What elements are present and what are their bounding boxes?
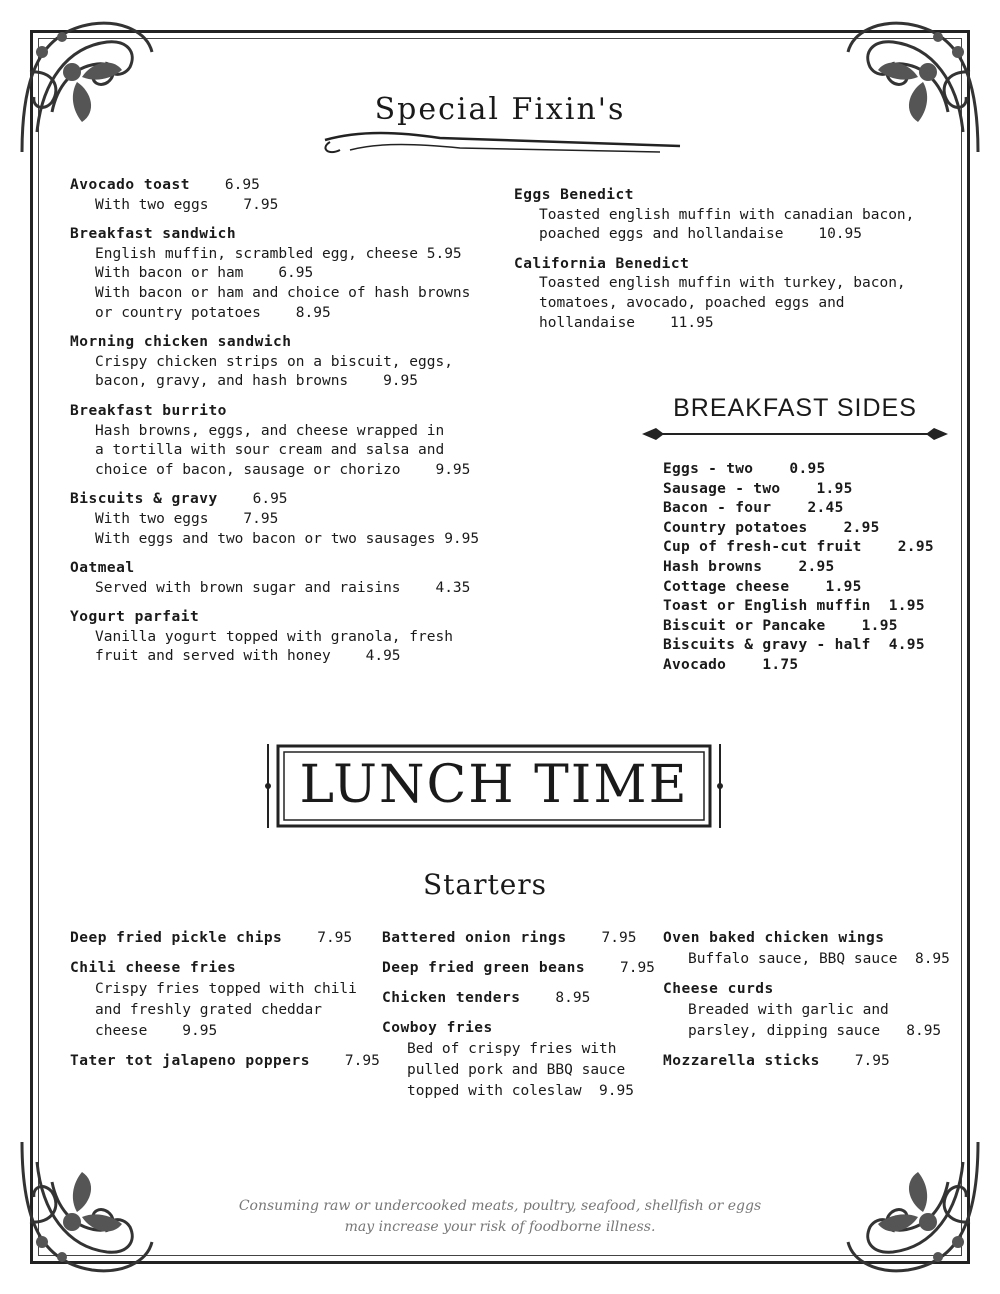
menu-item-description: cheese 9.95 [95, 1023, 218, 1039]
flourish-divider-icon [320, 128, 690, 158]
starters-column-3 [663, 928, 963, 1081]
menu-item [514, 255, 934, 333]
side-item: Toast or English muffin 1.95 [663, 598, 925, 615]
menu-item-header [70, 559, 490, 579]
corner-ornament-icon [838, 12, 988, 162]
menu-item-name: Breakfast sandwich [70, 226, 237, 243]
side-item: Cottage cheese 1.95 [663, 578, 862, 595]
menu-item [663, 979, 963, 1042]
starters-column-1 [70, 928, 380, 1081]
menu-item-description: pulled pork and BBQ sauce [407, 1062, 626, 1078]
side-item: Avocado 1.75 [663, 656, 799, 673]
menu-item-name: Deep fried green beans [382, 960, 586, 976]
menu-item-description: choice of bacon, sausage or chorizo 9.95 [95, 461, 471, 478]
side-item: Country potatoes 2.95 [663, 519, 880, 536]
menu-item-price: 7.95 [344, 1053, 380, 1069]
menu-item [382, 988, 652, 1009]
menu-item-header [70, 928, 370, 949]
side-item: Eggs - two 0.95 [663, 461, 826, 477]
section-title-starters: Starters [422, 868, 548, 901]
menu-item [382, 928, 652, 949]
menu-item-description: Toasted english muffin with canadian bacon, [539, 206, 915, 223]
menu-item-description: Bed of crispy fries with [407, 1041, 617, 1057]
menu-item [70, 333, 490, 392]
menu-item-name: California Benedict [514, 255, 690, 272]
menu-item-description: parsley, dipping sauce 8.95 [688, 1023, 942, 1039]
side-item: Biscuit or Pancake 1.95 [663, 617, 898, 634]
menu-item-name: Morning chicken sandwich [70, 334, 292, 351]
menu-item-header [382, 928, 652, 949]
specials-right-column [514, 186, 934, 343]
menu-item-price: 6.95 [224, 177, 260, 193]
menu-item-description: English muffin, scrambled egg, cheese 5.95 [95, 245, 462, 262]
menu-item-price: 6.95 [252, 491, 288, 508]
menu-item-name: Breakfast burrito [70, 402, 227, 419]
specials-left-column [70, 176, 490, 677]
menu-item-description: Breaded with garlic and [688, 1002, 889, 1018]
menu-item-header [70, 608, 490, 628]
menu-item [70, 176, 490, 215]
menu-item [70, 490, 490, 549]
menu-item-description: or country potatoes 8.95 [95, 304, 331, 321]
menu-item [70, 958, 370, 1042]
menu-item [70, 608, 490, 667]
menu-item-price: 7.95 [854, 1053, 890, 1069]
menu-item-header [514, 186, 934, 206]
menu-item-header [70, 225, 490, 245]
menu-item-description: With eggs and two bacon or two sausages 9.95 [95, 530, 480, 547]
breakfast-sides-list [663, 460, 934, 676]
menu-item-name: Oven baked chicken wings [663, 930, 885, 946]
menu-item-name: Mozzarella sticks [663, 1053, 820, 1069]
side-item: Hash browns 2.95 [663, 558, 835, 575]
menu-item-name: Yogurt parfait [70, 609, 200, 626]
menu-item-description: With bacon or ham and choice of hash browns [95, 284, 471, 301]
menu-item-name: Battered onion rings [382, 930, 567, 946]
starters-column-2 [382, 928, 655, 1111]
menu-item [663, 928, 963, 970]
menu-item-name: Chili cheese fries [70, 960, 237, 976]
menu-item-header [382, 1018, 652, 1039]
menu-item-header [663, 979, 963, 1000]
menu-item-description: Served with brown sugar and raisins 4.35 [95, 579, 471, 596]
menu-item [514, 186, 934, 245]
menu-item-price: 7.95 [601, 930, 637, 946]
menu-item [382, 1018, 652, 1102]
menu-item-header [70, 176, 490, 196]
disclaimer-line: may increase your risk of foodborne illness. [344, 1219, 656, 1235]
arrow-divider-icon [640, 426, 950, 442]
menu-item-description: bacon, gravy, and hash browns 9.95 [95, 373, 419, 390]
menu-item-name: Biscuits & gravy [70, 491, 218, 508]
menu-item-header [663, 1051, 963, 1072]
menu-item-name: Deep fried pickle chips [70, 930, 283, 946]
menu-item-description: Vanilla yogurt topped with granola, fresh [95, 628, 453, 645]
lunch-time-title: LUNCH TIME [299, 755, 689, 815]
corner-ornament-icon [838, 1132, 988, 1282]
menu-item-price: 8.95 [555, 990, 591, 1006]
menu-item-header [663, 928, 963, 949]
menu-item-header [382, 988, 652, 1009]
menu-item-header [514, 255, 934, 275]
menu-item-header [70, 333, 490, 353]
menu-item-header [70, 1051, 380, 1072]
menu-item-description: Hash browns, eggs, and cheese wrapped in [95, 422, 445, 439]
side-item: Bacon - four 2.45 [663, 500, 844, 517]
menu-item-description: Buffalo sauce, BBQ sauce 8.95 [688, 951, 950, 967]
menu-item-header [70, 402, 490, 422]
menu-item-description: fruit and served with honey 4.95 [95, 648, 401, 665]
menu-item-description: Crispy chicken strips on a biscuit, eggs, [95, 353, 453, 370]
menu-item-description: Crispy fries topped with chili [95, 981, 357, 997]
menu-item [70, 225, 490, 323]
menu-item-description: and freshly grated cheddar [95, 1002, 322, 1018]
section-title-special: Special Fixin's [374, 92, 626, 127]
food-safety-disclaimer [150, 1196, 850, 1238]
menu-item [70, 559, 490, 598]
menu-item-description: With bacon or ham 6.95 [95, 265, 314, 282]
menu-item-description: tomatoes, avocado, poached eggs and [539, 294, 845, 311]
corner-ornament-icon [12, 1132, 162, 1282]
side-item: Biscuits & gravy - half 4.95 [663, 637, 925, 654]
menu-item-price: 7.95 [619, 960, 655, 976]
menu-item-name: Oatmeal [70, 560, 135, 577]
menu-item-description: With two eggs 7.95 [95, 510, 279, 527]
menu-item-name: Avocado toast [70, 177, 190, 193]
menu-item-header [70, 490, 490, 510]
menu-item [70, 402, 490, 480]
menu-item-name: Chicken tenders [382, 990, 521, 1006]
menu-item-name: Eggs Benedict [514, 187, 634, 203]
menu-item [70, 928, 370, 949]
menu-item-name: Cowboy fries [382, 1020, 493, 1036]
menu-item [70, 1051, 380, 1072]
side-item: Cup of fresh-cut fruit 2.95 [663, 539, 934, 556]
menu-item-description: hollandaise 11.95 [539, 314, 714, 331]
menu-item-header [382, 958, 655, 979]
side-item: Sausage - two 1.95 [663, 480, 853, 497]
menu-item-name: Tater tot jalapeno poppers [70, 1053, 310, 1069]
menu-item-description: poached eggs and hollandaise 10.95 [539, 226, 863, 243]
menu-item-description: a tortilla with sour cream and salsa and [95, 442, 445, 459]
menu-item-name: Cheese curds [663, 981, 774, 997]
menu-item-description: topped with coleslaw 9.95 [407, 1083, 634, 1099]
menu-item-header [70, 958, 370, 979]
section-title-breakfast-sides: BREAKFAST SIDES [673, 394, 917, 422]
disclaimer-line: Consuming raw or undercooked meats, poultry, seafood, shellfish or eggs [238, 1198, 762, 1214]
menu-item-description: Toasted english muffin with turkey, bacon, [539, 275, 906, 292]
menu-item [663, 1051, 963, 1072]
menu-item-description: With two eggs 7.95 [95, 196, 279, 213]
menu-item [382, 958, 655, 979]
corner-ornament-icon [12, 12, 162, 162]
menu-item-price: 7.95 [317, 930, 353, 946]
